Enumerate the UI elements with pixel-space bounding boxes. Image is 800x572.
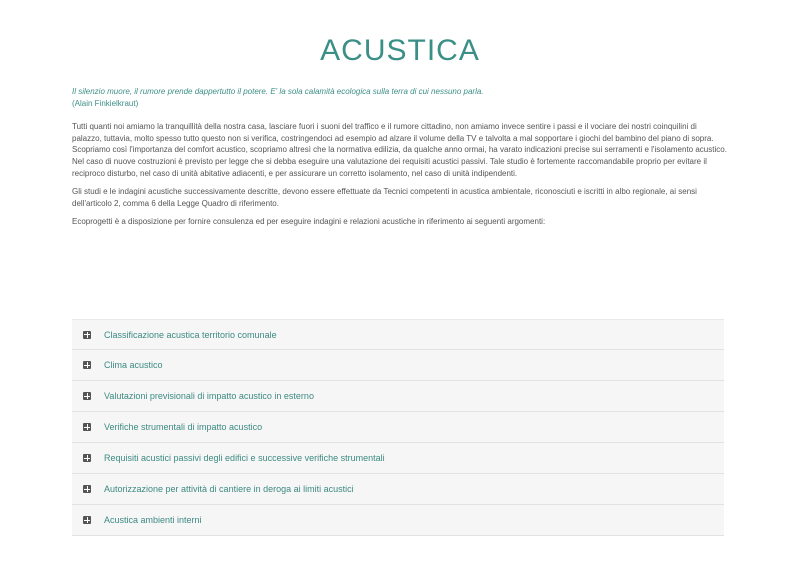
accordion-item-clima[interactable] [72, 350, 724, 381]
intro-paragraph-2: Gli studi e le indagini acustiche successivamente descritte, devono essere effettuate da Tecnici competenti in acustica ambientale, riconosciuti e iscritti in albo regionale, ai sensi dell'articolo 2, comma 6 della Legge Quadro di riferimento. [72, 187, 697, 208]
accordion-item-label[interactable]: Valutazioni previsionali di impatto acustico in esterno [104, 391, 314, 401]
topics-accordion [72, 319, 724, 536]
accordion-item-requisiti[interactable] [72, 443, 724, 474]
accordion-item-ambienti-interni[interactable] [72, 505, 724, 536]
plus-square-icon[interactable] [83, 485, 91, 493]
accordion-item-label[interactable]: Clima acustico [104, 360, 163, 370]
accordion-item-label[interactable]: Classificazione acustica territorio comunale [104, 329, 277, 340]
page-title: ACUSTICA [320, 34, 480, 68]
accordion-item-label[interactable]: Verifiche strumentali di impatto acustico [104, 422, 263, 432]
plus-square-icon[interactable] [83, 423, 91, 431]
plus-square-icon[interactable] [83, 392, 91, 400]
accordion-item-autorizzazione[interactable] [72, 474, 724, 505]
accordion-item-label[interactable]: Acustica ambienti interni [104, 515, 202, 525]
intro-paragraph-3: Ecoprogetti è a disposizione per fornire consulenza ed per eseguire indagini e relazioni acustiche in riferimento ai seguenti argomenti: [72, 217, 546, 227]
plus-square-icon[interactable] [83, 331, 91, 339]
intro-content [72, 86, 728, 235]
accordion-item-verifiche[interactable] [72, 412, 724, 443]
accordion-item-label[interactable]: Autorizzazione per attività di cantiere in deroga ai limiti acustici [104, 484, 354, 494]
plus-square-icon[interactable] [83, 454, 91, 462]
accordion-item-valutazioni[interactable] [72, 381, 724, 412]
plus-square-icon[interactable] [83, 516, 91, 524]
accordion-item-label[interactable]: Requisiti acustici passivi degli edifici e successive verifiche strumentali [104, 453, 385, 463]
intro-paragraph-1: Tutti quanti noi amiamo la tranquillità della nostra casa, lasciare fuori i suoni del traffico e il rumore cittadino, non amiamo invece sentire i passi e il vociare dei nostri coinquilini di palazzo, tuttavia, molto spesso tutto questo non si verifica, costringendoci ad esempio ad alzare il volume della TV e talvolta a mal sopportare i giochi del bambino del piano di sopra. Scopriamo così l'importanza del comfort acustico, scopriamo altresì che la normativa edilizia, da qualche anno ormai, ha varato indicazioni precise sui serramenti e l'isolamento acustico. Nel caso di nuove costruzioni è previsto per legge che si debba eseguire una valutazione dei requisiti acustici passivi. Tale studio è fortemente raccomandabile proprio per evitare il reciproco disturbo, nel caso di unità abitative adiacenti, e per assicurare un corretto isolamento, nel caso di unità indipendenti. [72, 122, 727, 178]
quote-author: (Alain Finkielkraut) [72, 98, 139, 108]
plus-square-icon[interactable] [83, 361, 91, 369]
quote-text: Il silenzio muore, il rumore prende dappertutto il potere. E' la sola calamità ecologica sulla terra di cui nessuno parla. [72, 87, 484, 96]
accordion-item-classificazione[interactable] [72, 319, 724, 350]
